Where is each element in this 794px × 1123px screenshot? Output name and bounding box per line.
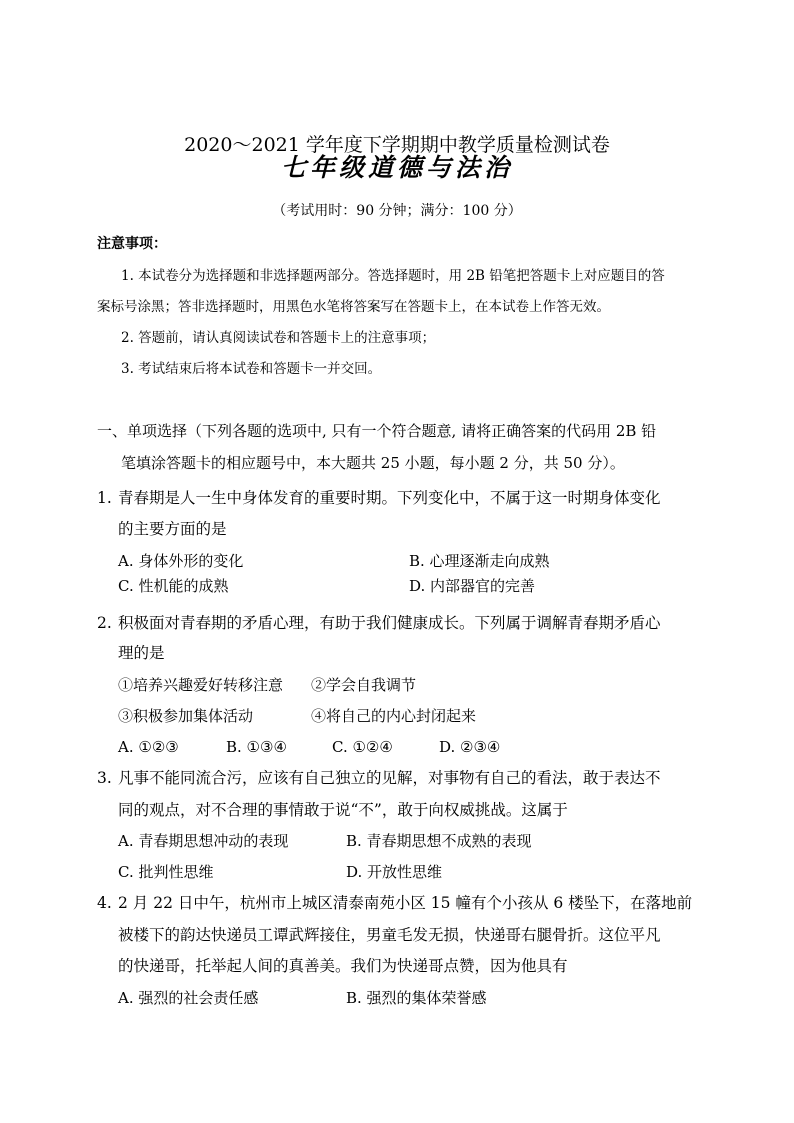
question-3-number: 3. xyxy=(97,769,112,787)
question-2-option-d: D. ②③④ xyxy=(439,738,501,756)
section-1-heading-line-1: 一、单项选择（下列各题的选项中, 只有一个符合题意, 请将正确答案的代码用 2B 铅 xyxy=(97,422,657,440)
question-1-number: 1. xyxy=(97,489,112,507)
exam-timing: （考试用时：90 分钟；满分：100 分） xyxy=(272,203,522,219)
question-2-option-b: B. ①③④ xyxy=(226,738,287,756)
question-3-option-b: B. 青春期思想不成熟的表现 xyxy=(346,832,532,850)
question-2-stem-line-2: 理的是 xyxy=(118,644,165,662)
question-4-stem-line-1: 2 月 22 日中午，杭州市上城区清泰南苑小区 15 幢有个小孩从 6 楼坠下，在落地前 xyxy=(118,894,693,912)
question-2-option-c: C. ①②④ xyxy=(332,738,393,756)
question-4-stem-line-2: 被楼下的韵达快递员工谭武辉接住，男童毛发无损，快递哥右腿骨折。这位平凡 xyxy=(118,926,661,944)
question-2-statement-1: ①培养兴趣爱好转移注意 xyxy=(118,676,284,694)
question-1-option-a: A. 身体外形的变化 xyxy=(118,552,244,570)
question-4-stem-line-3: 的快递哥，托举起人间的真善美。我们为快递哥点赞，因为他具有 xyxy=(118,957,568,975)
question-3-stem-line-2: 同的观点，对不合理的事情敢于说“不”，敢于向权威挑战。这属于 xyxy=(118,801,568,819)
question-2-option-a: A. ①②③ xyxy=(118,738,179,756)
question-3-stem-line-1: 凡事不能同流合污，应该有自己独立的见解，对事物有自己的看法，敢于表达不 xyxy=(118,769,661,787)
question-2-statement-4: ④将自己的内心封闭起来 xyxy=(311,707,477,725)
notice-item-1-line-1: 1. 本试卷分为选择题和非选择题两部分。答选择题时，用 2B 铅笔把答题卡上对应题目的答 xyxy=(121,268,665,284)
exam-title: 2020～2021 学年度下学期期中教学质量检测试卷 xyxy=(184,134,610,156)
question-1-option-b: B. 心理逐渐走向成熟 xyxy=(409,552,550,570)
question-2-statement-3: ③积极参加集体活动 xyxy=(118,707,254,725)
question-3-option-d: D. 开放性思维 xyxy=(346,863,443,881)
question-2-stem-line-1: 积极面对青春期的矛盾心理，有助于我们健康成长。下列属于调解青春期矛盾心 xyxy=(118,614,661,632)
notice-heading: 注意事项： xyxy=(97,236,167,252)
question-1-option-c: C. 性机能的成熟 xyxy=(118,577,229,595)
question-3-option-c: C. 批判性思维 xyxy=(118,863,214,881)
question-4-number: 4. xyxy=(97,894,112,912)
notice-item-2: 2. 答题前，请认真阅读试卷和答题卡上的注意事项； xyxy=(121,330,436,346)
subject-title: 七年级道德与法治 xyxy=(280,153,513,182)
question-4-option-b: B. 强烈的集体荣誉感 xyxy=(346,989,487,1007)
question-1-stem-line-2: 的主要方面的是 xyxy=(118,520,227,538)
notice-item-1-line-2: 案标号涂黑；答非选择题时，用黑色水笔将答案写在答题卡上，在本试卷上作答无效。 xyxy=(97,299,610,315)
question-4-option-a: A. 强烈的社会责任感 xyxy=(118,989,259,1007)
question-1-option-d: D. 内部器官的完善 xyxy=(409,577,536,595)
question-2-statement-2: ②学会自我调节 xyxy=(311,676,417,694)
notice-item-3: 3. 考试结束后将本试卷和答题卡一并交回。 xyxy=(121,361,382,377)
question-2-number: 2. xyxy=(97,614,112,632)
section-1-heading-line-2: 笔填涂答题卡的相应题号中，本大题共 25 小题，每小题 2 分，共 50 分）。 xyxy=(121,454,625,472)
question-1-stem-line-1: 青春期是人一生中身体发育的重要时期。下列变化中，不属于这一时期身体变化 xyxy=(118,489,661,507)
question-3-option-a: A. 青春期思想冲动的表现 xyxy=(118,832,289,850)
